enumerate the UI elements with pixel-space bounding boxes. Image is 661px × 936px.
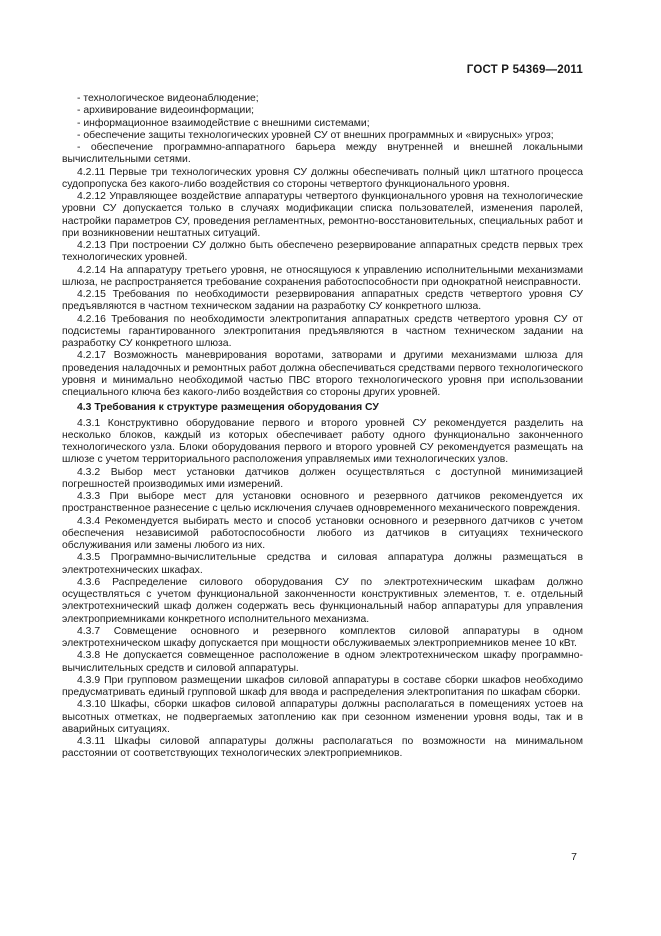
clause-4-2-14: 4.2.14 На аппаратуру третьего уровня, не относящуюся к управлению исполнительными механизмами шлюза, не распространяется требование сохранения работоспособности при однократной неисправности. xyxy=(62,264,583,288)
clause-4-3-11: 4.3.11 Шкафы силовой аппаратуры должны располагаться по возможности на минимальном расстоянии от соответствующих технологических электроприемников. xyxy=(62,736,583,760)
clause-4-3-10: 4.3.10 Шкафы, сборки шкафов силовой аппаратуры должны располагаться в помещениях устоев на высотных отметках, не подвергаемых затоплению как при сезонном изменении уровня воды, так и в аварийных ситуациях. xyxy=(62,699,583,735)
clause-4-3-5: 4.3.5 Программно-вычислительные средства и силовая аппаратура должны размещаться в электротехнических шкафах. xyxy=(62,552,583,576)
clause-4-2-16: 4.2.16 Требования по необходимости электропитания аппаратных средств четвертого уровня СУ от подсистемы гарантированного электропитания предъявляются в частном техническом задании на разработку СУ конкретного шлюза. xyxy=(62,313,583,349)
bullet-item: - обеспечение защиты технологических уровней СУ от внешних программных и «вирусных» угроз; xyxy=(77,129,554,141)
clause-4-2-15: 4.2.15 Требования по необходимости резервирования аппаратных средств четвертого уровня СУ предъявляются в частном техническом задании на разработку СУ конкретного шлюза. xyxy=(62,289,583,313)
section-heading: 4.3 Требования к структуре размещения оборудования СУ xyxy=(77,402,379,414)
document-body xyxy=(62,93,583,761)
clause-4-3-9: 4.3.9 При групповом размещении шкафов силовой аппаратуры в составе сборки шкафов необходимо предусматривать единый групповой шкаф для ввода и распределения электропитания по шкафам сборки. xyxy=(62,674,583,698)
clause-4-2-13: 4.2.13 При построении СУ должно быть обеспечено резервирование аппаратных средств первых трех технологических уровней. xyxy=(62,240,583,264)
standard-header: ГОСТ Р 54369—2011 xyxy=(466,64,583,76)
clause-4-3-4: 4.3.4 Рекомендуется выбирать место и способ установки основного и резервного датчиков с учетом обеспечения независимой работоспособности любого из датчиков в ситуациях технического обслуживания или замены любого из них. xyxy=(62,515,583,551)
clause-4-2-12: 4.2.12 Управляющее воздействие аппаратуры четвертого функционального уровня на технологические уровни СУ допускается только в случаях модификации списка пользователей, изменения паролей, настройки параметров СУ, проведения регламентных, ремонтно-восстановительных, специальных работ и при возникновении нештатных ситуаций. xyxy=(62,191,583,239)
bullet-item: - информационное взаимодействие с внешними системами; xyxy=(77,117,370,129)
bullet-item: - архивирование видеоинформации; xyxy=(77,105,255,117)
bullet-list xyxy=(62,93,583,167)
clause-4-2-11: 4.2.11 Первые три технологических уровня СУ должны обеспечивать полный цикл штатного процесса судопропуска без какого-либо воздействия со стороны четвертого функционального уровня. xyxy=(62,166,583,190)
clause-4-3-7: 4.3.7 Совмещение основного и резервного комплектов силовой аппаратуры в одном электротехническом шкафу допускается при мощности обслуживаемых электроприемников менее 10 кВт. xyxy=(62,625,583,649)
bullet-item: - технологическое видеонаблюдение; xyxy=(77,93,259,104)
clause-4-3-8: 4.3.8 Не допускается совмещенное расположение в одном электротехническом шкафу программно-вычислительных средств и силовой аппаратуры. xyxy=(62,650,583,674)
clause-4-3-6: 4.3.6 Распределение силового оборудования СУ по электротехническим шкафам должно осуществляться с учетом функциональной законченности конструктивных элементов, т. е. отдельный электротехнический шкаф должен содержать весь функциональный набор аппаратуры для управления электроприемниками конкретного исполнительного механизма. xyxy=(62,576,583,625)
clause-4-3-2: 4.3.2 Выбор мест установки датчиков должен осуществляться с доступной минимизацией погрешностей производимых ими измерений. xyxy=(62,466,583,490)
clause-4-3-3: 4.3.3 При выборе мест для установки основного и резервного датчиков рекомендуется их пространственное разнесение с целью исключения случаев одновременного механического повреждения. xyxy=(62,491,583,515)
page-number: 7 xyxy=(571,851,577,863)
clause-4-3-1: 4.3.1 Конструктивно оборудование первого и второго уровней СУ рекомендуется разделить на несколько блоков, каждый из которых обеспечивает работу одного функционально законченного технологического узла. Блоки оборудования первого и второго уровней СУ рекомендуется размещать на шлюзе с учетом территориального расположения управляемых ими технологических узлов. xyxy=(62,417,583,466)
clause-4-2-17: 4.2.17 Возможность маневрирования воротами, затворами и другими механизмами шлюза для проведения наладочных и ремонтных работ должна обеспечиваться средствами первого технологического уровня и минимально необходимой частью ПВС второго технологического уровня при использовании специального ключа без какого-либо воздействия со стороны других уровней. xyxy=(62,350,583,398)
bullet-item: - обеспечение программно-аппаратного барьера между внутренней и внешней локальными вычислительными сетями. xyxy=(62,142,583,166)
